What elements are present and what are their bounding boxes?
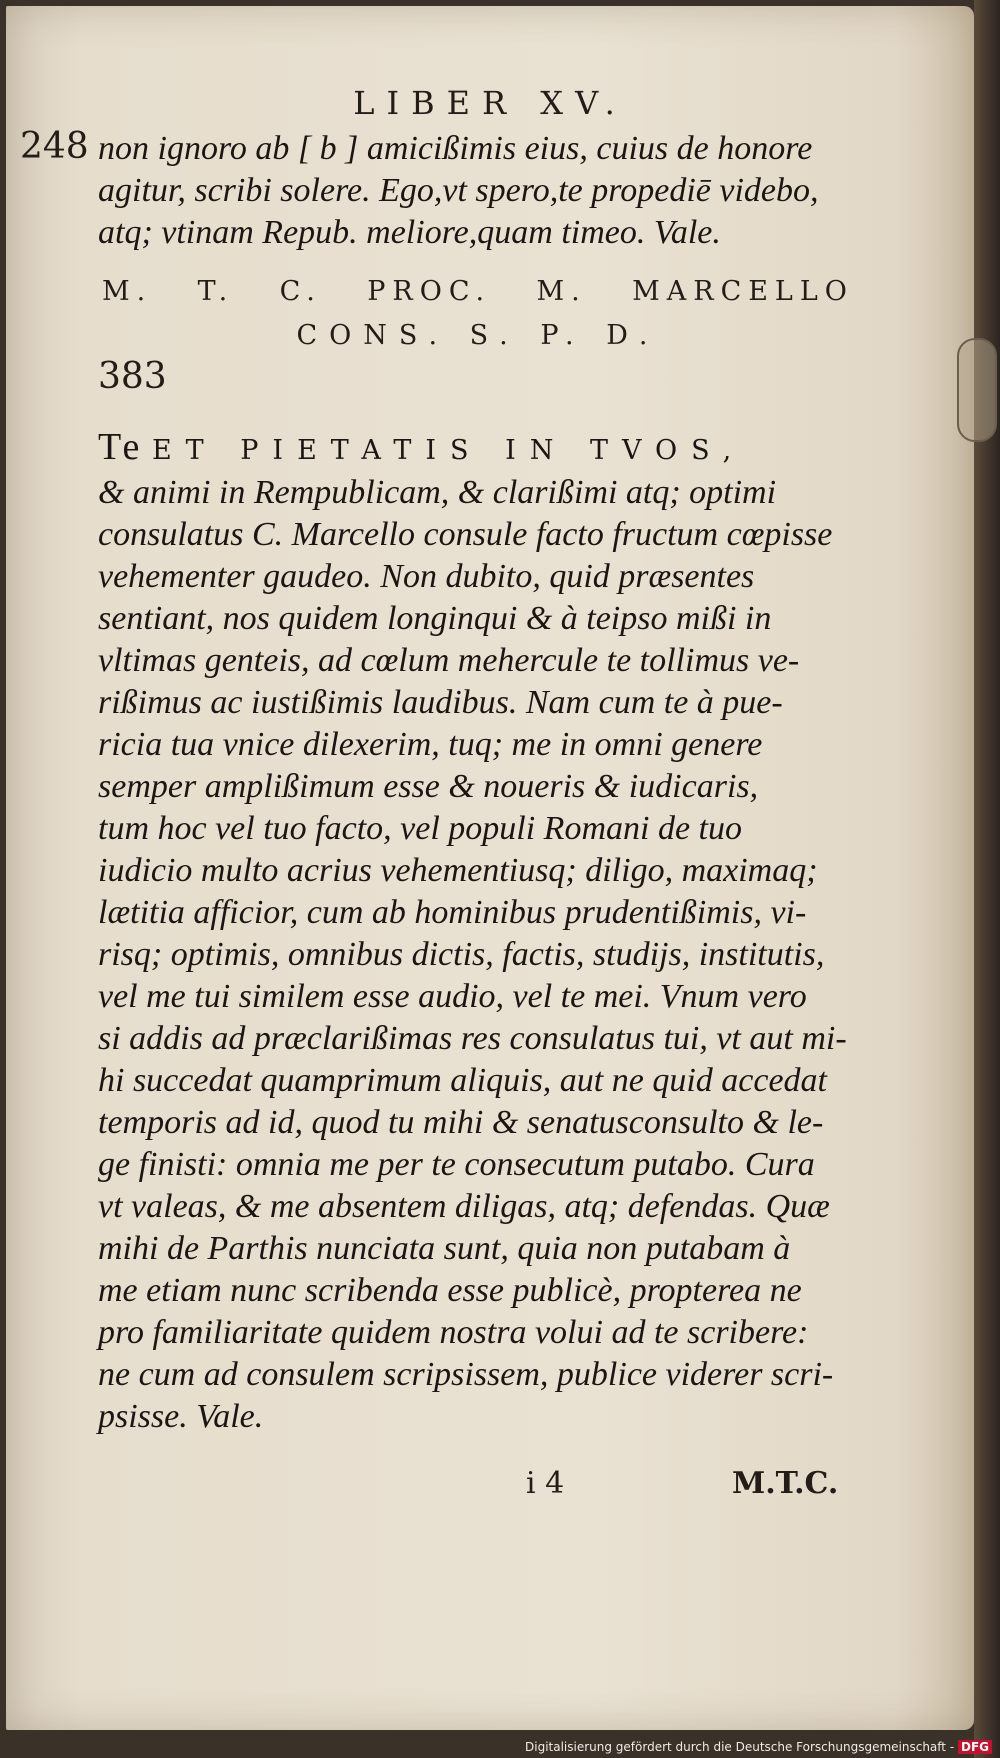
text-line: consulatus C. Marcello consule facto fructum cœpisse bbox=[98, 516, 833, 553]
text-line: ne cum ad consulem scripsissem, publice viderer scri- bbox=[98, 1356, 834, 1393]
text-line: atq; vtinam Repub. meliore,quam timeo. Vale. bbox=[98, 214, 721, 251]
text-line: ricia tua vnice dilexerim, tuq; me in omni genere bbox=[98, 726, 763, 763]
letter-text bbox=[98, 426, 858, 1438]
opening-line bbox=[98, 426, 858, 472]
text-line: vel me tui similem esse audio, vel te mei. Vnum vero bbox=[98, 978, 807, 1015]
text-line: mihi de Parthis nunciata sunt, quia non putabam à bbox=[98, 1230, 791, 1267]
text-line: sentiant, nos quidem longinqui & à teipso mißi in bbox=[98, 600, 772, 637]
letter-number: 383 bbox=[98, 356, 167, 397]
text-line: vt valeas, & me absentem diligas, atq; defendas. Quæ bbox=[98, 1188, 830, 1225]
text-line: pro familiaritate quidem nostra volui ad te scribere: bbox=[98, 1314, 809, 1351]
text-line: non ignoro ab [ b ] amicißimis eius, cuius de honore bbox=[98, 130, 813, 167]
opening-caps: ET PIETATIS IN TVOS, bbox=[151, 435, 746, 466]
text-line: me etiam nunc scribenda esse publicè, propterea ne bbox=[98, 1272, 802, 1309]
text-line: temporis ad id, quod tu mihi & senatusconsulto & le- bbox=[98, 1104, 824, 1141]
book-edge bbox=[974, 0, 1000, 1758]
text-line: semper amplißimum esse & noueris & iudicaris, bbox=[98, 768, 759, 805]
text-line: si addis ad præclarißimas res consulatus tui, vt aut mi- bbox=[98, 1020, 847, 1057]
text-line: lætitia afficior, cum ab hominibus prudentißimis, vi- bbox=[98, 894, 807, 931]
heading-word: MARCELLO bbox=[632, 276, 854, 307]
text-line: & animi in Rempublicam, & clarißimi atq; optimi bbox=[98, 474, 777, 511]
heading-line bbox=[102, 270, 854, 314]
letter-heading bbox=[102, 270, 854, 358]
text-line: vltimas genteis, ad cœlum mehercule te tollimus ve- bbox=[98, 642, 800, 679]
text-line: rißimus ac iustißimis laudibus. Nam cum te à pue- bbox=[98, 684, 783, 721]
letter-number: 248 bbox=[20, 126, 89, 167]
heading-word: C. bbox=[279, 276, 322, 307]
signature-mark: i 4 bbox=[526, 1466, 565, 1501]
text-line: ge finisti: omnia me per te consecutum putabo. Cura bbox=[98, 1146, 815, 1183]
credit-text: Digitalisierung gefördert durch die Deutsche Forschungsgemeinschaft - bbox=[525, 1740, 955, 1754]
heading-word: T. bbox=[197, 276, 235, 307]
catchword: M.T.C. bbox=[732, 1466, 839, 1501]
heading-word: M. bbox=[102, 276, 153, 307]
text-line: tum hoc vel tuo facto, vel populi Romani de tuo bbox=[98, 810, 742, 847]
text-line: risq; optimis, omnibus dictis, factis, studijs, institutis, bbox=[98, 936, 825, 973]
dfg-logo: DFG bbox=[958, 1740, 992, 1754]
bookmark-clip bbox=[957, 338, 997, 442]
heading-word: M. bbox=[536, 276, 587, 307]
digitization-credit bbox=[525, 1740, 992, 1754]
heading-word: PROC. bbox=[367, 276, 492, 307]
heading-line: CONS. S. P. D. bbox=[296, 320, 660, 351]
text-line: agitur, scribi solere. Ego,vt spero,te propediē videbo, bbox=[98, 172, 819, 209]
book-page bbox=[6, 6, 974, 1730]
running-head: LIBER XV. bbox=[353, 84, 627, 122]
text-line: iudicio multo acrius vehementiusq; diligo, maximaq; bbox=[98, 852, 818, 889]
letter-text bbox=[98, 128, 858, 254]
dropcap: Te bbox=[98, 426, 144, 468]
text-line: hi succedat quamprimum aliquis, aut ne quid accedat bbox=[98, 1062, 828, 1099]
text-line: psisse. Vale. bbox=[98, 1398, 264, 1435]
text-line: vehementer gaudeo. Non dubito, quid præsentes bbox=[98, 558, 755, 595]
